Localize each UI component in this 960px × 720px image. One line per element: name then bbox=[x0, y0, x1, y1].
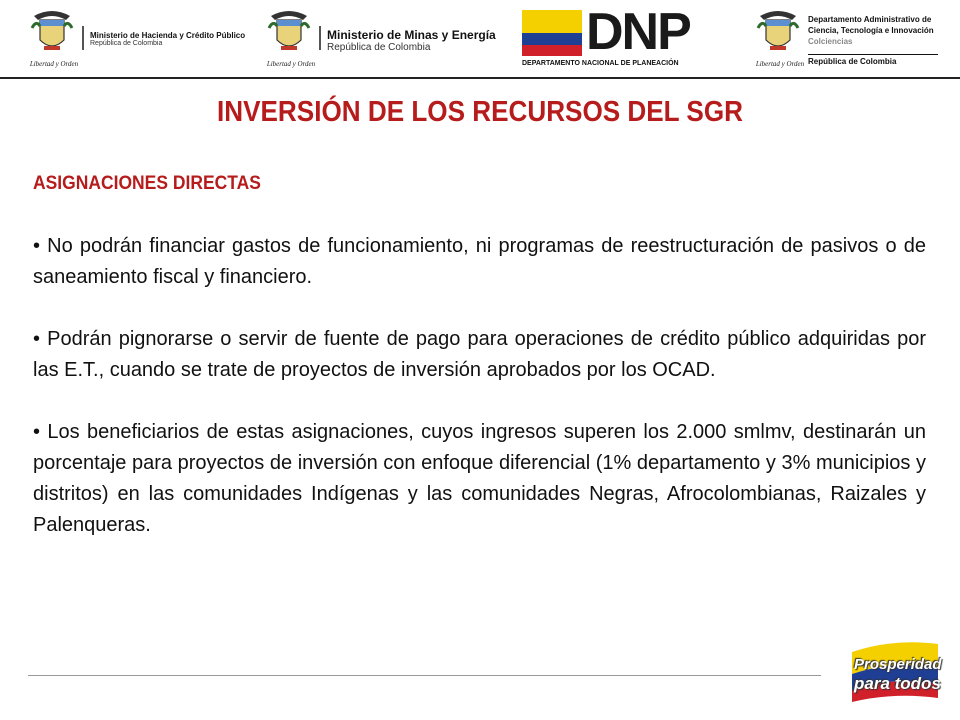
bullet-item: • Los beneficiarios de estas asignaciones, cuyos ingresos superen los 2.000 smlmv, destinarán un porcentaje para proyectos de inversión con enfoque diferencial (1% departamento y 3% municipios y distritos) en las comunidades Indígenas y las comunidades Negras, Afrocolombianas, Raizales y Palenqueras. bbox=[33, 417, 926, 541]
colombia-crest-icon: Libertad y Orden bbox=[263, 6, 315, 72]
logo-divider bbox=[808, 54, 938, 55]
logo-dnp bbox=[522, 3, 734, 72]
logo-sub: República de Colombia bbox=[808, 57, 897, 66]
logo-name: Ministerio de Minas y Energía bbox=[327, 28, 496, 42]
bullet-item: • Podrán pignorarse o servir de fuente de pago para operaciones de crédito público adquiridas por las E.T., cuando se trate de proyectos de inversión aprobados por los OCAD. bbox=[33, 324, 926, 386]
logo-name-line2: Ciencia, Tecnología e Innovación bbox=[808, 26, 934, 35]
colombia-flag-icon bbox=[522, 10, 582, 56]
logo-colciencias bbox=[752, 6, 952, 72]
logo-minhacienda bbox=[26, 6, 246, 72]
logo-minminas bbox=[263, 6, 503, 72]
slide-title: INVERSIÓN DE LOS RECURSOS DEL SGR bbox=[217, 96, 743, 128]
header-logos bbox=[0, 0, 960, 80]
prosperidad-logo bbox=[848, 638, 940, 702]
footer-divider bbox=[28, 675, 821, 676]
dnp-wordmark: DNP bbox=[586, 3, 690, 61]
prosperidad-line1: Prosperidad bbox=[854, 656, 942, 673]
colombia-crest-icon: Libertad y Orden bbox=[26, 6, 78, 72]
logo-name-line1: Departamento Administrativo de bbox=[808, 15, 932, 24]
dnp-subtitle: DEPARTAMENTO NACIONAL DE PLANEACIÓN bbox=[522, 60, 679, 67]
logo-name-line3: Colciencias bbox=[808, 37, 853, 46]
bullet-item: • No podrán financiar gastos de funcionamiento, ni programas de reestructuración de pasivos o de saneamiento fiscal y financiero. bbox=[33, 231, 926, 293]
prosperidad-line2: para todos bbox=[854, 674, 941, 693]
logo-sub: República de Colombia bbox=[327, 42, 431, 53]
logo-sub: República de Colombia bbox=[90, 40, 163, 47]
slide-content bbox=[33, 173, 926, 572]
colombia-crest-icon: Libertad y Orden bbox=[752, 6, 804, 72]
slide-subtitle: ASIGNACIONES DIRECTAS bbox=[33, 173, 261, 194]
logo-name: Ministerio de Hacienda y Crédito Público bbox=[90, 31, 246, 40]
header-divider bbox=[0, 77, 960, 79]
logo-divider bbox=[319, 26, 321, 50]
logo-divider bbox=[82, 26, 84, 50]
